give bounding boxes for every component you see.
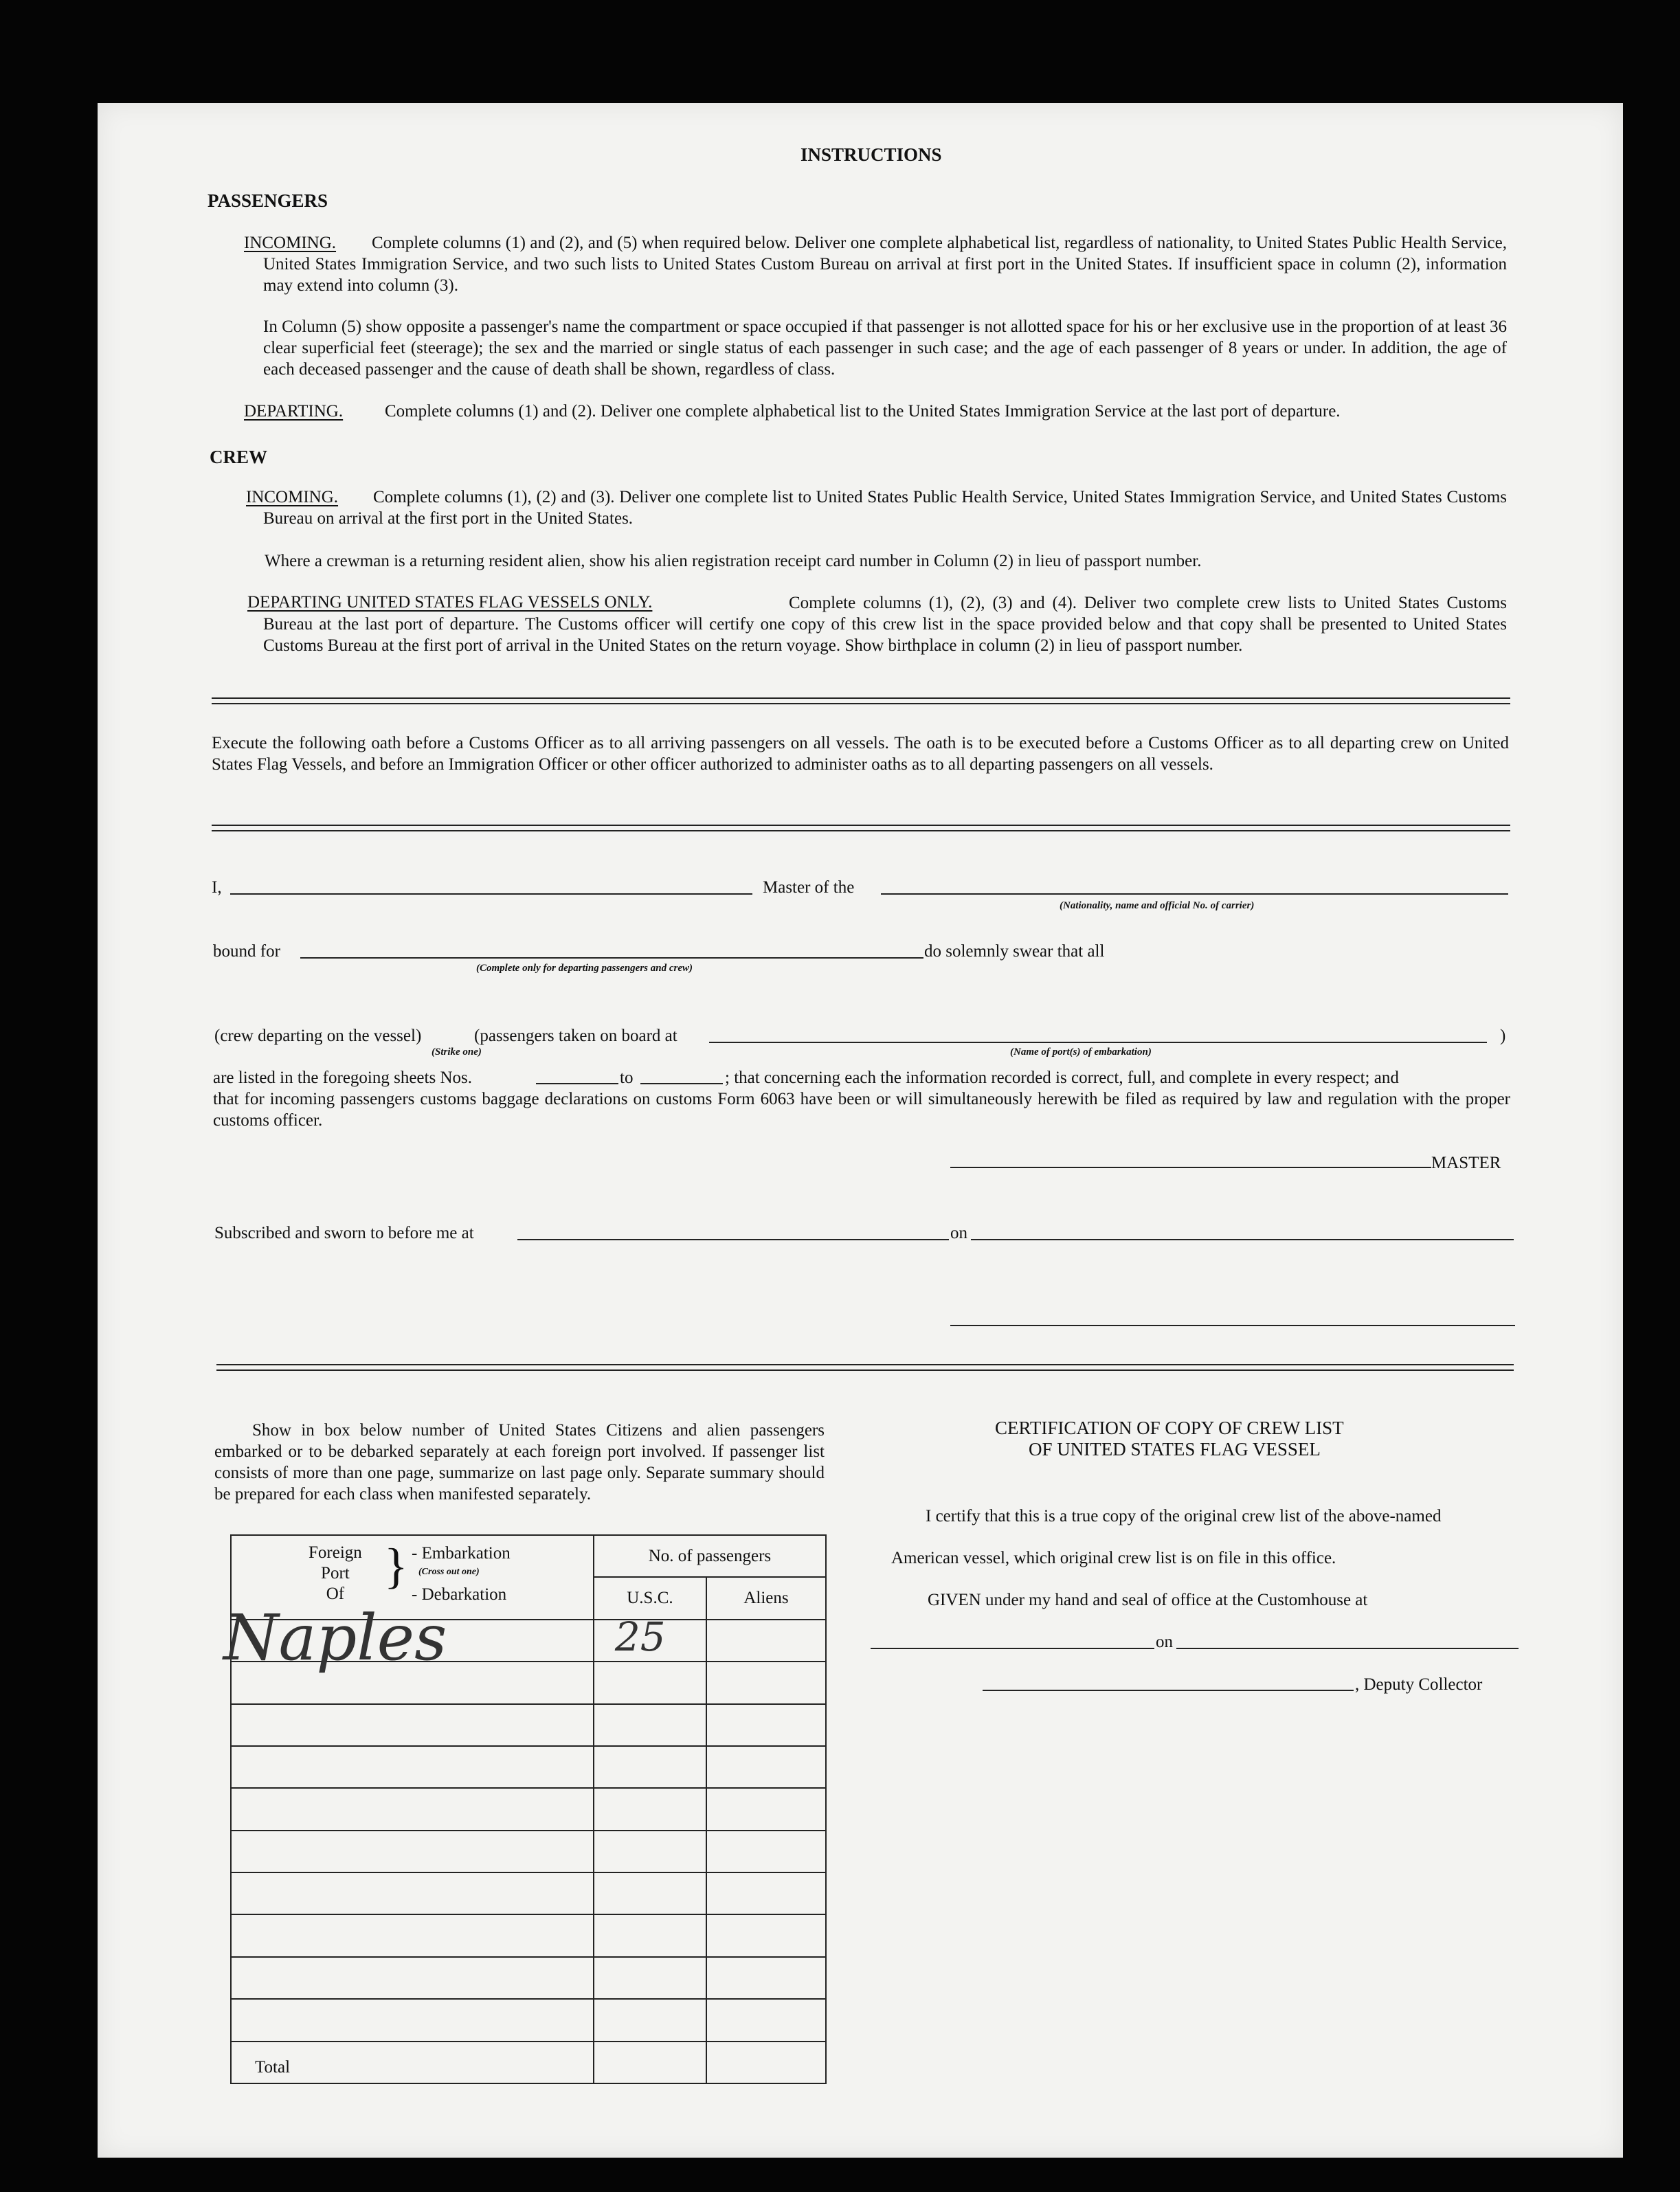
- listed-text3: that for incoming passengers customs baggage declarations on customs Form 6063 have been or will simultaneously herewith be filed as required by law and regulation with the proper customs officer.: [213, 1090, 1510, 1130]
- port-cell[interactable]: [223, 1600, 594, 1675]
- embarkation-label: - Embarkation: [412, 1544, 511, 1563]
- certification-subtitle: OF UNITED STATES FLAG VESSEL: [1029, 1439, 1321, 1460]
- total-usc-cell[interactable]: [594, 2042, 706, 2084]
- aliens-cell[interactable]: [706, 1620, 826, 1662]
- certify-text-2: American vessel, which original crew list is on file in this office.: [891, 1549, 1336, 1567]
- master-name-field[interactable]: [230, 893, 752, 895]
- port-cell[interactable]: [231, 1957, 594, 1999]
- passengers-incoming-label: INCOMING.: [244, 234, 337, 252]
- master-of-label: Master of the: [763, 878, 855, 897]
- handwritten-usc-count: 25: [614, 1613, 666, 1660]
- aliens-cell[interactable]: [706, 1746, 826, 1788]
- bound-for-field[interactable]: [300, 957, 923, 959]
- crew-departing-option: (crew departing on the vessel): [214, 1027, 422, 1045]
- table-row: [231, 1872, 826, 1914]
- customhouse-field[interactable]: [871, 1648, 1154, 1649]
- bound-for-label: bound for: [213, 942, 280, 961]
- aliens-cell[interactable]: [706, 1914, 826, 1956]
- certify-text-1: I certify that this is a true copy of the original crew list of the above-named: [926, 1507, 1442, 1525]
- port-cell[interactable]: [231, 1831, 594, 1872]
- port-header-line: Of: [326, 1585, 345, 1603]
- sheet-to-field[interactable]: [640, 1083, 723, 1084]
- embarkation-ports-field[interactable]: [709, 1042, 1487, 1043]
- deputy-collector-field[interactable]: [983, 1690, 1354, 1691]
- sheet-from-field[interactable]: [536, 1083, 618, 1084]
- column5-text: In Column (5) show opposite a passenger's name the compartment or space occupied if that passenger is not allotted space for his or her exclusive use in the proportion of at least 36 clear superficial feet (steerage); the sex and the married or single status of each passenger in such case; and the age of each passenger of 8 years or under. In addition, the age of each deceased passenger and the cause of death shall be shown, regardless of class.: [263, 317, 1507, 379]
- usc-cell[interactable]: [594, 1662, 706, 1703]
- brace: }: [384, 1539, 408, 1593]
- debarkation-label: - Debarkation: [412, 1585, 507, 1604]
- officer-signature-field[interactable]: [950, 1325, 1515, 1326]
- usc-cell[interactable]: [594, 1957, 706, 1999]
- passengers-departing-label: DEPARTING.: [244, 402, 344, 421]
- passengers-incoming-text: Complete columns (1) and (2), and (5) when required below. Deliver one complete alphabetical list, regardless of nationality, to United States Public Health Service, United States Immigration Service, and two such lists to United States Custom Bureau on arrival at first port in the United States. If insufficient space in column (2), information may extend into column (3).: [263, 234, 1507, 295]
- sworn-place-field[interactable]: [517, 1239, 949, 1240]
- carrier-field[interactable]: [881, 893, 1508, 895]
- passengers-taken-option: (passengers taken on board at: [474, 1027, 677, 1045]
- crew-incoming-text: Complete columns (1), (2) and (3). Deliver one complete list to United States Public Health Service, United States Immigration Service, and United States Customs Bureau on arrival at the first port in the United States.: [263, 488, 1507, 528]
- usc-cell[interactable]: [594, 1788, 706, 1830]
- usc-cell[interactable]: [594, 1872, 706, 1914]
- close-paren: ): [1500, 1027, 1506, 1045]
- divider: [216, 1369, 1514, 1371]
- passenger-summary-table: [223, 1534, 827, 2084]
- divider: [216, 1364, 1514, 1365]
- aliens-cell[interactable]: [706, 1957, 826, 1999]
- to-label: to: [620, 1069, 634, 1087]
- oath-intro: Execute the following oath before a Customs Officer as to all arriving passengers on all vessels. The oath is to be executed before a Customs Officer as to all departing crew on United States Flag Vessels, and before an Immigration Officer or other officer authorized to administer oaths as to all departing passengers on all vessels.: [212, 734, 1509, 774]
- total-row: [231, 2042, 826, 2084]
- crew-departing-label: DEPARTING UNITED STATES FLAG VESSELS ONLY.: [247, 593, 653, 612]
- usc-cell[interactable]: [594, 1999, 706, 2041]
- swear-label: do solemnly swear that all: [924, 942, 1105, 961]
- table-row: [231, 1957, 826, 1999]
- table-row: [231, 1620, 826, 1662]
- aliens-cell[interactable]: [706, 1831, 826, 1872]
- sworn-on-label: on: [950, 1224, 967, 1242]
- cross-out-hint: (Cross out one): [418, 1567, 480, 1577]
- total-label-cell: Total: [231, 2042, 594, 2084]
- listed-text2: ; that concerning each the information recorded is correct, full, and complete in every respect; and: [725, 1069, 1399, 1087]
- strike-one-hint: (Strike one): [432, 1047, 482, 1058]
- usc-header-cell: U.S.C.: [594, 1577, 706, 1619]
- port-cell[interactable]: [231, 1746, 594, 1788]
- nationality-hint: (Nationality, name and official No. of carrier): [1060, 900, 1255, 911]
- certification-title: CERTIFICATION OF COPY OF CREW LIST: [995, 1418, 1344, 1438]
- crew-incoming-label: INCOMING.: [246, 488, 339, 506]
- port-header-line: Foreign: [309, 1543, 362, 1562]
- master-signature-field[interactable]: [950, 1167, 1431, 1168]
- sworn-date-field[interactable]: [971, 1239, 1514, 1240]
- listed-text: are listed in the foregoing sheets Nos.: [213, 1069, 472, 1087]
- port-cell[interactable]: [231, 1914, 594, 1956]
- aliens-header-cell: Aliens: [706, 1577, 826, 1619]
- table-row: [231, 1788, 826, 1830]
- table-row: [231, 1999, 826, 2041]
- ports-hint: (Name of port(s) of embarkation): [1010, 1047, 1152, 1058]
- usc-cell[interactable]: [594, 1831, 706, 1872]
- divider: [212, 825, 1510, 826]
- usc-cell[interactable]: [594, 1746, 706, 1788]
- summary-intro: Show in box below number of United States Citizens and alien passengers embarked or to be debarked separately at each foreign port involved. If passenger list consists of more than one page, summarize on last page only. Separate summary should be prepared for each class when manifested separately.: [214, 1421, 825, 1503]
- given-text: GIVEN under my hand and seal of office at the Customhouse at: [928, 1591, 1368, 1609]
- table-row: [231, 1914, 826, 1956]
- divider: [212, 703, 1510, 704]
- divider: [212, 697, 1510, 699]
- aliens-cell[interactable]: [706, 1999, 826, 2041]
- cert-on-label: on: [1156, 1633, 1173, 1651]
- divider: [212, 830, 1510, 831]
- passengers-departing-text: Complete columns (1) and (2). Deliver one complete alphabetical list to the United States Immigration Service at the last port of departure.: [385, 402, 1341, 421]
- usc-cell[interactable]: [594, 1613, 706, 1662]
- usc-cell[interactable]: [594, 1914, 706, 1956]
- port-cell[interactable]: [231, 1704, 594, 1746]
- port-cell[interactable]: [231, 1872, 594, 1914]
- handwritten-port: Naples: [223, 1600, 447, 1675]
- master-label: MASTER: [1431, 1154, 1501, 1172]
- oath-i-label: I,: [212, 878, 222, 897]
- usc-cell[interactable]: [594, 1704, 706, 1746]
- instructions-title: INSTRUCTIONS: [800, 144, 942, 165]
- deputy-collector-label: , Deputy Collector: [1355, 1675, 1483, 1694]
- passengers-header-cell: No. of passengers: [594, 1535, 826, 1577]
- total-aliens-cell[interactable]: [706, 2042, 826, 2084]
- crew-departing-text: Complete columns (1), (2), (3) and (4). Deliver two complete crew lists to United States Customs Bureau at the last port of departure. The Customs officer will certify one copy of this crew list in the space provided below and that copy shall be presented to United States Customs Bureau at the first port of arrival in the United States on the return voyage. Show birthplace in column (2) in lieu of passport number.: [263, 594, 1507, 655]
- port-header-line: Port: [321, 1564, 350, 1583]
- table-row: [231, 1704, 826, 1746]
- bound-for-hint: (Complete only for departing passengers and crew): [476, 963, 693, 974]
- table-row: [231, 1746, 826, 1788]
- crewman-text: Where a crewman is a returning resident alien, show his alien registration receipt card number in Column (2) in lieu of passport number.: [265, 552, 1202, 570]
- port-cell[interactable]: [231, 1999, 594, 2041]
- crew-heading: CREW: [210, 447, 268, 467]
- aliens-cell[interactable]: [706, 1662, 826, 1703]
- aliens-cell[interactable]: [706, 1788, 826, 1830]
- cert-date-field[interactable]: [1176, 1648, 1519, 1649]
- passengers-heading: PASSENGERS: [208, 190, 328, 211]
- table-row: [231, 1831, 826, 1872]
- aliens-cell[interactable]: [706, 1704, 826, 1746]
- subscribed-label: Subscribed and sworn to before me at: [214, 1224, 474, 1242]
- aliens-cell[interactable]: [706, 1872, 826, 1914]
- port-cell[interactable]: [231, 1788, 594, 1830]
